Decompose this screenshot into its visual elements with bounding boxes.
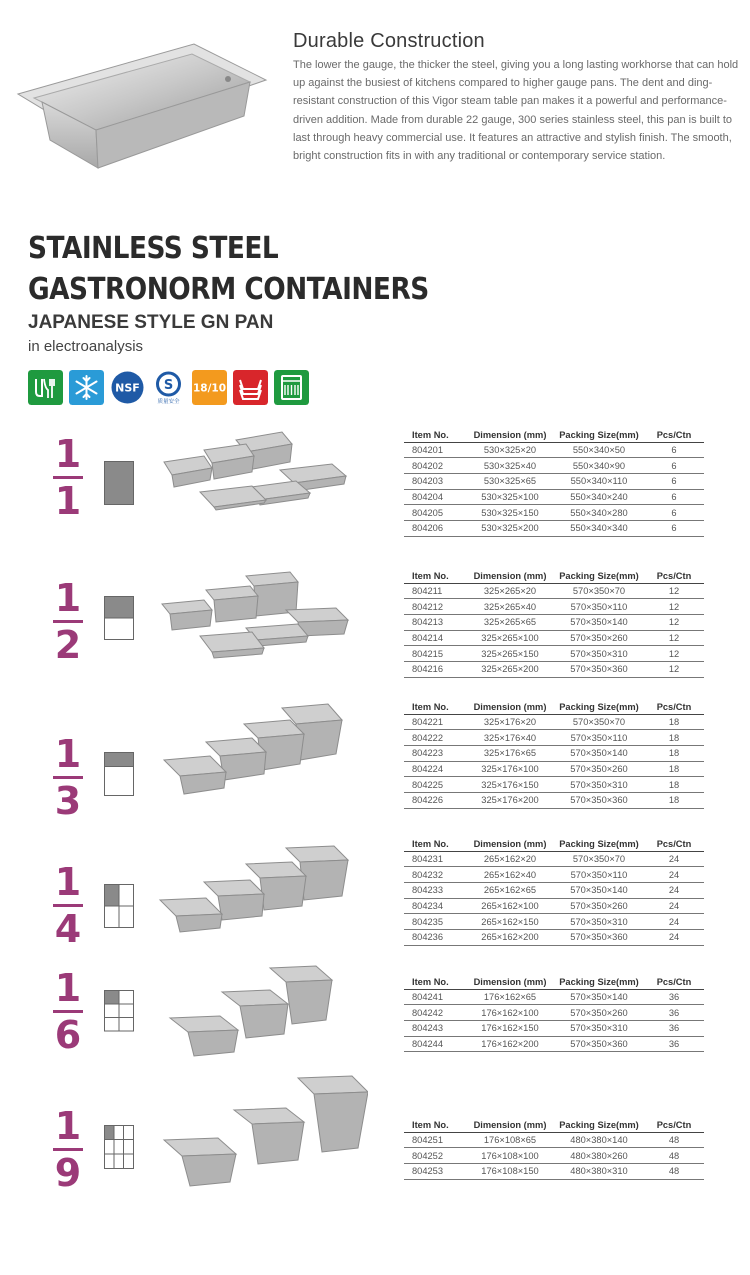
packing-size-cell: 480×380×140 (554, 1132, 644, 1148)
dimension-cell: 325×176×200 (466, 792, 554, 808)
table-row (404, 730, 704, 746)
table-header-row (404, 429, 704, 442)
packing-size-cell: 570×350×260 (554, 1005, 644, 1021)
pcs-ctn-cell: 36 (644, 1020, 704, 1036)
fraction-denominator: 3 (54, 779, 82, 823)
item-no-cell: 804202 (404, 458, 466, 474)
dimension-cell: 530×325×20 (466, 442, 554, 458)
dishwasher-safe-icon (274, 370, 309, 405)
pcs-ctn-cell: 18 (644, 792, 704, 808)
certification-icons (28, 370, 309, 405)
packing-size-cell: 550×340×240 (554, 489, 644, 505)
table-row (404, 489, 704, 505)
pcs-ctn-cell: 36 (644, 989, 704, 1005)
size-diagram-1-2 (104, 596, 134, 640)
fraction-denominator: 6 (54, 1013, 82, 1057)
fraction-denominator: 2 (54, 623, 82, 667)
packing-size-cell: 570×350×110 (554, 867, 644, 883)
table-row (404, 1148, 704, 1164)
header-dimension: Dimension (mm) (466, 701, 554, 714)
size-diagram-1-3 (104, 752, 134, 796)
pcs-ctn-cell: 6 (644, 473, 704, 489)
fraction-denominator: 4 (54, 907, 82, 951)
header-packing-size: Packing Size(mm) (554, 838, 644, 851)
pans-image-1-1 (160, 430, 350, 516)
pcs-ctn-cell: 36 (644, 1005, 704, 1021)
item-no-cell: 804251 (404, 1132, 466, 1148)
pans-image-1-4 (156, 844, 352, 944)
item-no-cell: 804203 (404, 473, 466, 489)
fraction-1-4 (44, 862, 92, 949)
dimension-cell: 325×176×20 (466, 714, 554, 730)
pcs-ctn-cell: 12 (644, 583, 704, 599)
table-row (404, 520, 704, 536)
packing-size-cell: 570×350×360 (554, 929, 644, 945)
header-packing-size: Packing Size(mm) (554, 429, 644, 442)
item-no-cell: 804212 (404, 599, 466, 615)
packing-size-cell: 570×350×310 (554, 914, 644, 930)
packing-size-cell: 570×350×140 (554, 989, 644, 1005)
table-row (404, 630, 704, 646)
pcs-ctn-cell: 6 (644, 520, 704, 536)
spec-table-1-3 (404, 701, 704, 809)
subtitle: JAPANESE STYLE GN PAN (28, 312, 274, 333)
item-no-cell: 804252 (404, 1148, 466, 1164)
spec-table-1-1 (404, 429, 704, 537)
table-row (404, 714, 704, 730)
packing-size-cell: 570×350×140 (554, 745, 644, 761)
dimension-cell: 530×325×100 (466, 489, 554, 505)
header-dimension: Dimension (mm) (466, 976, 554, 989)
fraction-numerator: 1 (54, 966, 82, 1010)
dimension-cell: 325×265×20 (466, 583, 554, 599)
pcs-ctn-cell: 48 (644, 1163, 704, 1179)
item-no-cell: 804253 (404, 1163, 466, 1179)
header-pcs-ctn: Pcs/Ctn (644, 570, 704, 583)
spec-table-1-4 (404, 838, 704, 946)
pcs-ctn-cell: 24 (644, 867, 704, 883)
dimension-cell: 176×162×65 (466, 989, 554, 1005)
packing-size-cell: 570×350×70 (554, 851, 644, 867)
size-diagram-1-9 (104, 1125, 134, 1169)
fraction-1-1 (44, 434, 92, 521)
header-dimension: Dimension (mm) (466, 570, 554, 583)
item-no-cell: 804224 (404, 761, 466, 777)
header-pcs-ctn: Pcs/Ctn (644, 1119, 704, 1132)
header-packing-size: Packing Size(mm) (554, 976, 644, 989)
packing-size-cell: 570×350×260 (554, 898, 644, 914)
item-no-cell: 804235 (404, 914, 466, 930)
header-pcs-ctn: Pcs/Ctn (644, 976, 704, 989)
dimension-cell: 325×176×150 (466, 777, 554, 793)
dimension-cell: 265×162×20 (466, 851, 554, 867)
item-no-cell: 804225 (404, 777, 466, 793)
packing-size-cell: 570×350×140 (554, 882, 644, 898)
item-no-cell: 804216 (404, 661, 466, 677)
item-no-cell: 804206 (404, 520, 466, 536)
packing-size-cell: 570×350×70 (554, 714, 644, 730)
fraction-numerator: 1 (54, 860, 82, 904)
packing-size-cell: 570×350×140 (554, 614, 644, 630)
pcs-ctn-cell: 18 (644, 730, 704, 746)
packing-size-cell: 550×340×280 (554, 505, 644, 521)
pcs-ctn-cell: 12 (644, 614, 704, 630)
table-row (404, 1005, 704, 1021)
hero-pan-image (14, 36, 270, 178)
size-diagram-1-6 (104, 990, 134, 1032)
stackable-icon (233, 370, 268, 405)
dimension-cell: 530×325×65 (466, 473, 554, 489)
dimension-cell: 176×162×200 (466, 1036, 554, 1052)
dimension-cell: 265×162×100 (466, 898, 554, 914)
size-diagram-1-4 (104, 884, 134, 928)
table-row (404, 614, 704, 630)
pcs-ctn-cell: 18 (644, 714, 704, 730)
table-row (404, 851, 704, 867)
dimension-cell: 530×325×40 (466, 458, 554, 474)
item-no-cell: 804205 (404, 505, 466, 521)
pcs-ctn-cell: 18 (644, 745, 704, 761)
pans-image-1-9 (162, 1074, 368, 1192)
dimension-cell: 325×176×65 (466, 745, 554, 761)
pans-image-1-6 (166, 964, 342, 1060)
packing-size-cell: 550×340×50 (554, 442, 644, 458)
table-row (404, 1020, 704, 1036)
header-dimension: Dimension (mm) (466, 429, 554, 442)
dimension-cell: 325×265×40 (466, 599, 554, 615)
intro-body: The lower the gauge, the thicker the steel, giving you a long lasting workhorse that can hold up against the busiest of kitchens compared to higher gauge pans. The dent and ding-resistant construction of this Vigor steam table pan makes it a powerful and performance-driven addition. Made from durable 22 gauge, 300 series stainless steel, this pan is built to last through heavy commercial use. It features an attractive and stylish finish. The smooth, bright construction fits in with any traditional or contemporary service station. (293, 59, 739, 163)
item-no-cell: 804221 (404, 714, 466, 730)
svg-text:质量安全: 质量安全 (157, 399, 180, 405)
header-item-no: Item No. (404, 429, 466, 442)
header-packing-size: Packing Size(mm) (554, 1119, 644, 1132)
table-row (404, 1036, 704, 1052)
packing-size-cell: 550×340×340 (554, 520, 644, 536)
item-no-cell: 804234 (404, 898, 466, 914)
dimension-cell: 325×176×100 (466, 761, 554, 777)
dimension-cell: 176×108×100 (466, 1148, 554, 1164)
dimension-cell: 530×325×200 (466, 520, 554, 536)
table-row (404, 473, 704, 489)
header-item-no: Item No. (404, 1119, 466, 1132)
subline: in electroanalysis (28, 338, 144, 355)
header-dimension: Dimension (mm) (466, 838, 554, 851)
table-header-row (404, 976, 704, 989)
packing-size-cell: 570×350×360 (554, 1036, 644, 1052)
item-no-cell: 804241 (404, 989, 466, 1005)
pcs-ctn-cell: 12 (644, 661, 704, 677)
packing-size-cell: 570×350×360 (554, 661, 644, 677)
table-row (404, 442, 704, 458)
fraction-1-2 (44, 578, 92, 665)
table-row (404, 777, 704, 793)
table-header-row (404, 570, 704, 583)
dimension-cell: 176×108×65 (466, 1132, 554, 1148)
dimension-cell: 265×162×65 (466, 882, 554, 898)
spec-table-1-2 (404, 570, 704, 678)
header-item-no: Item No. (404, 838, 466, 851)
table-row (404, 989, 704, 1005)
pcs-ctn-cell: 6 (644, 442, 704, 458)
pcs-ctn-cell: 12 (644, 630, 704, 646)
item-no-cell: 804231 (404, 851, 466, 867)
item-no-cell: 804204 (404, 489, 466, 505)
item-no-cell: 804226 (404, 792, 466, 808)
dimension-cell: 176×162×150 (466, 1020, 554, 1036)
table-row (404, 661, 704, 677)
header-packing-size: Packing Size(mm) (554, 570, 644, 583)
header-packing-size: Packing Size(mm) (554, 701, 644, 714)
pcs-ctn-cell: 24 (644, 882, 704, 898)
fraction-denominator: 1 (54, 479, 82, 523)
table-row (404, 745, 704, 761)
item-no-cell: 804244 (404, 1036, 466, 1052)
dimension-cell: 265×162×40 (466, 867, 554, 883)
table-row (404, 1132, 704, 1148)
packing-size-cell: 570×350×110 (554, 730, 644, 746)
packing-size-cell: 480×380×310 (554, 1163, 644, 1179)
quality-certification-icon (151, 370, 186, 405)
table-row (404, 505, 704, 521)
table-row (404, 914, 704, 930)
header-pcs-ctn: Pcs/Ctn (644, 838, 704, 851)
pcs-ctn-cell: 12 (644, 646, 704, 662)
dimension-cell: 265×162×200 (466, 929, 554, 945)
item-no-cell: 804242 (404, 1005, 466, 1021)
pcs-ctn-cell: 6 (644, 458, 704, 474)
table-row (404, 761, 704, 777)
pcs-ctn-cell: 18 (644, 761, 704, 777)
table-row (404, 583, 704, 599)
pcs-ctn-cell: 18 (644, 777, 704, 793)
fraction-numerator: 1 (54, 432, 82, 476)
pcs-ctn-cell: 48 (644, 1132, 704, 1148)
item-no-cell: 804223 (404, 745, 466, 761)
item-no-cell: 804222 (404, 730, 466, 746)
header-pcs-ctn: Pcs/Ctn (644, 429, 704, 442)
item-no-cell: 804232 (404, 867, 466, 883)
pcs-ctn-cell: 6 (644, 505, 704, 521)
headline (28, 228, 429, 310)
dimension-cell: 176×162×100 (466, 1005, 554, 1021)
18-10-steel-icon (192, 370, 227, 405)
packing-size-cell: 570×350×310 (554, 646, 644, 662)
pcs-ctn-cell: 12 (644, 599, 704, 615)
item-no-cell: 804213 (404, 614, 466, 630)
header-pcs-ctn: Pcs/Ctn (644, 701, 704, 714)
dimension-cell: 265×162×150 (466, 914, 554, 930)
packing-size-cell: 570×350×260 (554, 630, 644, 646)
spec-table-1-6 (404, 976, 704, 1052)
food-safe-icon (28, 370, 63, 405)
packing-size-cell: 480×380×260 (554, 1148, 644, 1164)
packing-size-cell: 570×350×260 (554, 761, 644, 777)
freezer-safe-icon (69, 370, 104, 405)
pcs-ctn-cell: 6 (644, 489, 704, 505)
dimension-cell: 176×108×150 (466, 1163, 554, 1179)
dimension-cell: 325×265×100 (466, 630, 554, 646)
item-no-cell: 804215 (404, 646, 466, 662)
item-no-cell: 804211 (404, 583, 466, 599)
pcs-ctn-cell: 36 (644, 1036, 704, 1052)
table-row (404, 646, 704, 662)
dimension-cell: 530×325×150 (466, 505, 554, 521)
item-no-cell: 804236 (404, 929, 466, 945)
item-no-cell: 804233 (404, 882, 466, 898)
pcs-ctn-cell: 24 (644, 929, 704, 945)
pcs-ctn-cell: 24 (644, 898, 704, 914)
table-header-row (404, 838, 704, 851)
packing-size-cell: 570×350×110 (554, 599, 644, 615)
table-header-row (404, 1119, 704, 1132)
pcs-ctn-cell: 24 (644, 914, 704, 930)
table-row (404, 1163, 704, 1179)
item-no-cell: 804243 (404, 1020, 466, 1036)
packing-size-cell: 570×350×310 (554, 777, 644, 793)
spec-table-1-9 (404, 1119, 704, 1180)
fraction-numerator: 1 (54, 1104, 82, 1148)
item-no-cell: 804201 (404, 442, 466, 458)
fraction-numerator: 1 (54, 732, 82, 776)
header-item-no: Item No. (404, 701, 466, 714)
svg-text:18/10: 18/10 (192, 382, 227, 395)
table-row (404, 929, 704, 945)
header-dimension: Dimension (mm) (466, 1119, 554, 1132)
fraction-1-3 (44, 734, 92, 821)
table-row (404, 792, 704, 808)
headline-line-1: STAINLESS STEEL (28, 231, 279, 266)
packing-size-cell: 570×350×70 (554, 583, 644, 599)
packing-size-cell: 550×340×110 (554, 473, 644, 489)
pcs-ctn-cell: 48 (644, 1148, 704, 1164)
pcs-ctn-cell: 24 (644, 851, 704, 867)
header-item-no: Item No. (404, 570, 466, 583)
dimension-cell: 325×265×200 (466, 661, 554, 677)
intro-title: Durable Construction (293, 30, 485, 52)
fraction-1-6 (44, 968, 92, 1055)
svg-text:NSF: NSF (115, 381, 140, 395)
table-row (404, 867, 704, 883)
table-row (404, 882, 704, 898)
table-row (404, 898, 704, 914)
pans-image-1-2 (158, 570, 352, 666)
header-item-no: Item No. (404, 976, 466, 989)
headline-line-2: GASTRONORM CONTAINERS (28, 272, 429, 307)
dimension-cell: 325×265×65 (466, 614, 554, 630)
dimension-cell: 325×265×150 (466, 646, 554, 662)
packing-size-cell: 550×340×90 (554, 458, 644, 474)
pans-image-1-3 (160, 702, 350, 800)
table-row (404, 458, 704, 474)
dimension-cell: 325×176×40 (466, 730, 554, 746)
table-header-row (404, 701, 704, 714)
fraction-1-9 (44, 1106, 92, 1193)
nsf-icon (110, 370, 145, 405)
table-row (404, 599, 704, 615)
svg-text:S: S (163, 378, 174, 393)
size-diagram-1-1 (104, 461, 134, 505)
fraction-numerator: 1 (54, 576, 82, 620)
item-no-cell: 804214 (404, 630, 466, 646)
fraction-denominator: 9 (54, 1151, 82, 1195)
packing-size-cell: 570×350×310 (554, 1020, 644, 1036)
packing-size-cell: 570×350×360 (554, 792, 644, 808)
